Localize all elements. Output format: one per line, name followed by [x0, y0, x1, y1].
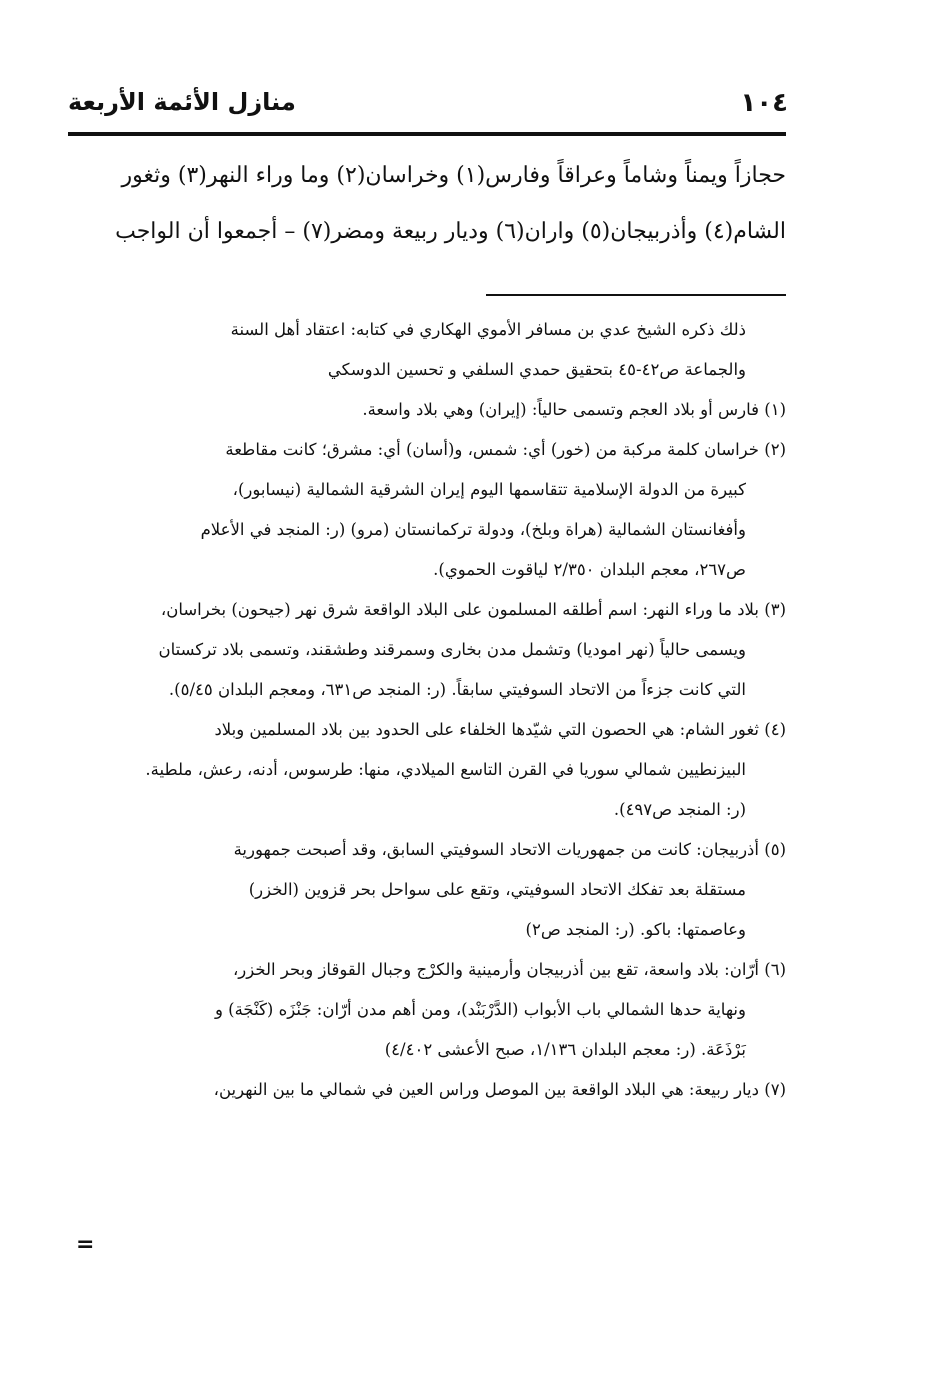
continuation-mark: = — [76, 1232, 95, 1257]
footnote-line: ويسمى حالياً (نهر اموديا) وتشمل مدن بخارى وسمرقند وطشقند، وتسمى بلاد تركستان — [158, 640, 746, 659]
page-number: ١٠٤ — [740, 88, 788, 118]
footnote-line: (٧) ديار ربيعة: هي البلاد الواقعة بين الموصل وراس العين في شمالي ما بين النهرين، — [213, 1080, 786, 1099]
footnote-line: التي كانت جزءاً من الاتحاد السوفيتي سابقاً. (ر: المنجد ص٦٣١، ومعجم البلدان ٥/٤٥). — [168, 680, 746, 699]
footnote-line: بَرْذَعَة. (ر: معجم البلدان ١/١٣٦، صبح الأعشى ٤/٤٠٢) — [384, 1040, 746, 1059]
footnote-line: (١) فارس أو بلاد العجم وتسمى حالياً: (إيران) وهي بلاد واسعة. — [362, 400, 786, 419]
main-text-line: حجازاً ويمناً وشاماً وعراقاً وفارس(١) وخراسان(٢) وما وراء النهر(٣) وثغور — [121, 163, 786, 188]
footnote-line: مستقلة بعد تفكك الاتحاد السوفيتي، وتقع على سواحل بحر قزوين (الخزر) — [248, 880, 746, 899]
footnote-line: (٤) ثغور الشام: هي الحصون التي شيّدها الخلفاء على الحدود بين بلاد المسلمين وبلاد — [214, 720, 786, 739]
footnote-line: وأفغانستان الشمالية (هراة وبلخ)، ودولة تركمانستان (مرو) (ر: المنجد في الأعلام — [200, 520, 746, 539]
footnote-line: والجماعة ص٤٢-٤٥ بتحقيق حمدي السلفي و تحسين الدوسكي — [327, 360, 746, 379]
footnote-line: وعاصمتها: باكو. (ر: المنجد ص٢) — [525, 920, 746, 939]
footnote-line: ذلك ذكره الشيخ عدي بن مسافر الأموي الهكاري في كتابه: اعتقاد أهل السنة — [230, 320, 746, 339]
footnote-separator — [486, 294, 786, 296]
main-text-line: الشام(٤) وأذربيجان(٥) واران(٦) وديار ربيعة ومضر(٧) – أجمعوا أن الواجب — [115, 219, 786, 244]
footnote-line: (٣) بلاد ما وراء النهر: اسم أطلقه المسلمون على البلاد الواقعة شرق نهر (جيحون) بخراسان، — [160, 600, 786, 619]
main-text — [68, 148, 786, 260]
footnote-line: ص٢٦٧، معجم البلدان ٢/٣٥٠ لياقوت الحموي). — [433, 560, 746, 579]
running-title: منازل الأئمة الأربعة — [68, 88, 296, 116]
header-divider — [68, 132, 786, 136]
footnote-line: (٥) أذربيجان: كانت من جمهوريات الاتحاد السوفيتي السابق، وقد أصبحت جمهورية — [233, 840, 786, 859]
footnote-line: ونهاية حدها الشمالي باب الأبواب (الدَّرْبَنْد)، ومن أهم مدن أرّان: جَنْزَه (كَنْجَة) و — [214, 1000, 746, 1019]
page-header — [68, 88, 788, 128]
footnote-line: (ر: المنجد ص٤٩٧). — [613, 800, 746, 819]
footnote-line: (٢) خراسان كلمة مركبة من (خور) أي: شمس، و(أسان) أي: مشرق؛ كانت مقاطعة — [225, 440, 786, 459]
footnote-line: البيزنطيين شمالي سوريا في القرن التاسع الميلادي، منها: طرسوس، أدنه، رعش، ملطية. — [145, 760, 746, 779]
footnotes — [68, 310, 786, 1110]
footnote-line: كبيرة من الدولة الإسلامية تتقاسمها اليوم إيران الشرقية الشمالية (نيسابور)، — [232, 480, 746, 499]
footnote-line: (٦) أرّان: بلاد واسعة، تقع بين أذربيجان وأرمينية والكرْج وجبال القوقاز وبحر الخزر، — [232, 960, 786, 979]
